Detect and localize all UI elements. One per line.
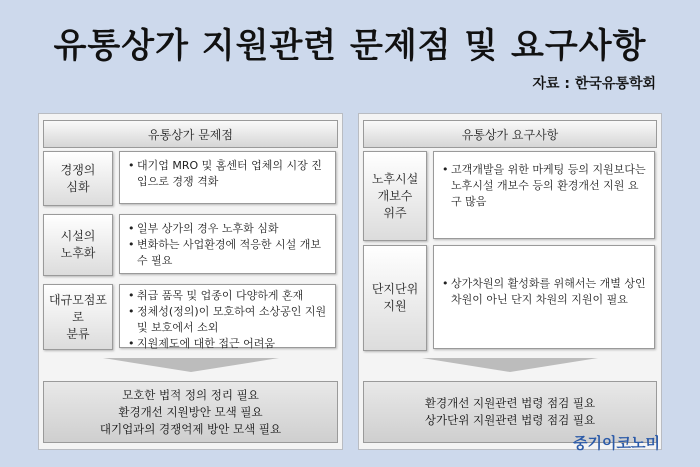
row-label-competition — [43, 151, 113, 206]
row-content-classification — [119, 284, 336, 348]
summary-line: 상가단위 지원관련 법령 점검 필요 — [424, 413, 596, 427]
bullet-item: • 지원제도에 대한 접근 어려움 — [128, 336, 327, 352]
row-label-text: 시설의 노후화 — [60, 229, 96, 260]
row-label-text: 대규모점포로 분류 — [49, 292, 107, 341]
down-arrow-icon — [422, 358, 598, 372]
problems-panel — [38, 113, 343, 450]
summary-line: 대기업과의 경쟁억제 방안 모색 필요 — [99, 421, 282, 436]
bullet-item: • 고객개발을 위한 마케팅 등의 지원보다는 노후시설 개보수 등의 환경개선 지원 요구 많음 — [442, 162, 646, 210]
requirements-header: 유통상가 요구사항 — [363, 120, 657, 148]
row-content-aging — [119, 214, 336, 274]
row-label-text: 노후시설 개보수 위주 — [371, 171, 419, 220]
row-content-complex-support — [433, 245, 655, 349]
bullet-item: • 상가차원의 활성화를 위해서는 개별 상인 차원이 아닌 단지 차원의 지원이 필요 — [442, 276, 646, 308]
source-caption: 자료 : 한국유통학회 — [532, 76, 656, 92]
summary-line: 환경개선 지원방안 모색 필요 — [118, 404, 263, 419]
row-label-text: 경쟁의 심화 — [60, 162, 96, 194]
problems-header: 유통상가 문제점 — [43, 120, 338, 148]
row-content-renovation — [433, 151, 655, 239]
row-label-complex-support — [363, 245, 427, 351]
summary-line: 모호한 법적 정의 정리 필요 — [122, 387, 259, 402]
publisher-logo: 중기이코노미 — [573, 434, 660, 452]
down-arrow-icon — [103, 358, 279, 372]
bullet-item: • 변화하는 사업환경에 적응한 시설 개보수 필요 — [128, 237, 327, 269]
bullet-item: • 일부 상가의 경우 노후화 심화 — [128, 221, 327, 237]
row-label-aging — [43, 214, 113, 276]
bullet-item: • 대기업 MRO 및 홈센터 업체의 시장 진입으로 경쟁 격화 — [128, 158, 327, 190]
row-label-renovation — [363, 151, 427, 241]
bullet-item: • 취급 품목 및 업종이 다양하게 혼재 — [128, 288, 327, 304]
row-label-classification — [43, 284, 113, 350]
bullet-item: • 정체성(정의)이 모호하여 소상공인 지원 및 보호에서 소외 — [128, 304, 327, 336]
row-content-competition — [119, 151, 336, 204]
summary-line: 환경개선 지원관련 법령 점검 필요 — [424, 396, 596, 410]
page-title: 유통상가 지원관련 문제점 및 요구사항 — [53, 26, 647, 66]
row-label-text: 단지단위 지원 — [371, 282, 419, 313]
problems-summary — [43, 381, 338, 443]
requirements-panel — [358, 113, 662, 450]
